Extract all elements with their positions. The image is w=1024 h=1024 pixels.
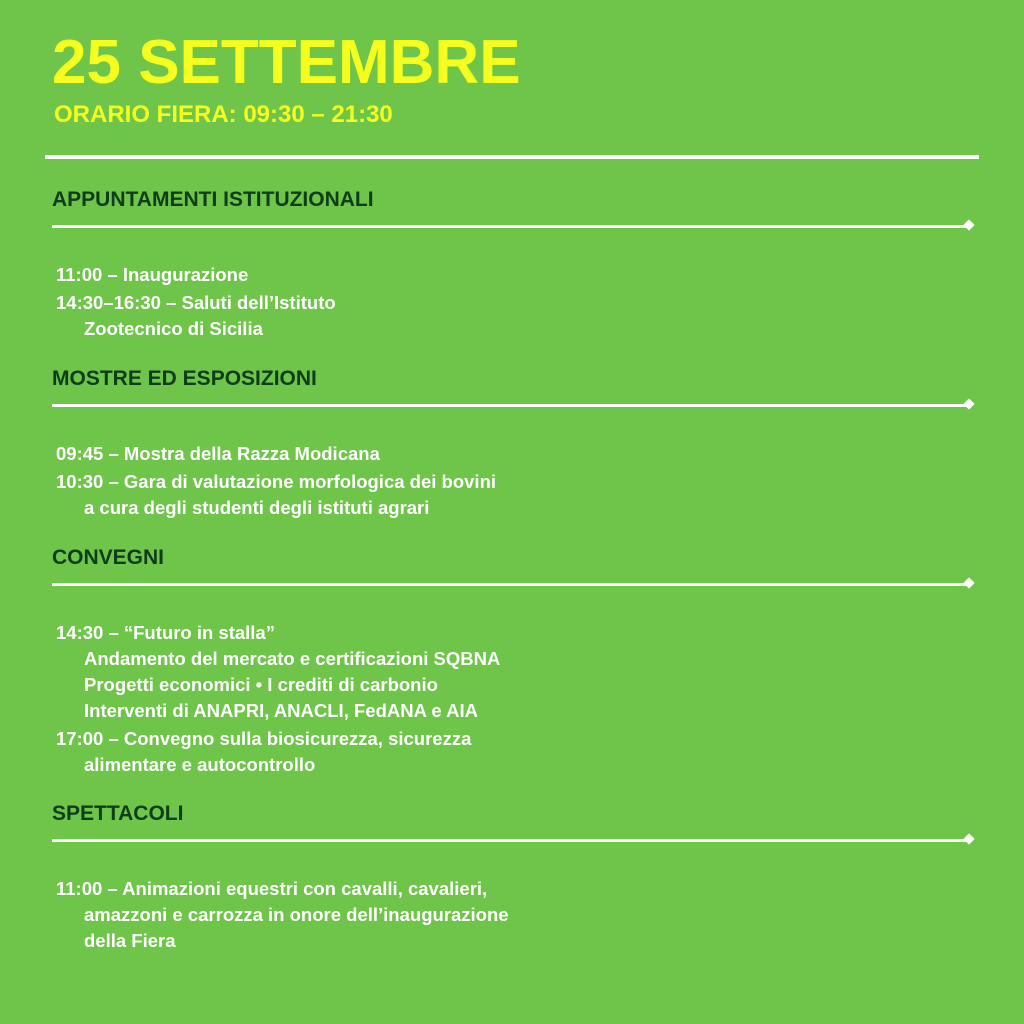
section-title: CONVEGNI: [52, 546, 165, 569]
event-line: Andamento del mercato e certificazioni SQBNA: [84, 648, 501, 669]
diamond-icon: [963, 398, 974, 409]
section-divider: [52, 839, 968, 842]
event-list: [56, 620, 956, 780]
event-item: [56, 441, 956, 467]
diamond-icon: [963, 833, 974, 844]
event-list: [56, 441, 956, 523]
event-line: 09:45 – Mostra della Razza Modicana: [56, 443, 380, 464]
section-title: MOSTRE ED ESPOSIZIONI: [52, 367, 317, 390]
section-title: APPUNTAMENTI ISTITUZIONALI: [52, 188, 374, 211]
event-line: Interventi di ANAPRI, ANACLI, FedANA e AIA: [84, 700, 479, 721]
header-divider: [45, 155, 979, 159]
event-item: [56, 620, 956, 724]
fair-hours: ORARIO FIERA: 09:30 – 21:30: [54, 101, 393, 128]
event-item: [56, 262, 956, 288]
event-line: 17:00 – Convegno sulla biosicurezza, sicurezza: [56, 728, 472, 749]
event-item: [56, 726, 956, 778]
event-line: 14:30–16:30 – Saluti dell’Istituto: [56, 292, 336, 313]
event-item: [56, 469, 956, 521]
event-line: 10:30 – Gara di valutazione morfologica dei bovini: [56, 471, 497, 492]
event-line: della Fiera: [84, 930, 176, 951]
event-line: a cura degli studenti degli istituti agrari: [84, 497, 430, 518]
event-line: amazzoni e carrozza in onore dell’inaugurazione: [84, 904, 509, 925]
section-divider: [52, 583, 968, 586]
event-line: 11:00 – Inaugurazione: [56, 264, 249, 285]
diamond-icon: [963, 219, 974, 230]
section-divider: [52, 225, 968, 228]
event-line: alimentare e autocontrollo: [84, 754, 316, 775]
event-line: Zootecnico di Sicilia: [84, 318, 263, 339]
event-line: Progetti economici • I crediti di carbonio: [84, 674, 438, 695]
section-title: SPETTACOLI: [52, 802, 184, 825]
event-list: [56, 876, 956, 956]
event-list: [56, 262, 956, 344]
page-title: 25 SETTEMBRE: [52, 28, 521, 97]
section-divider: [52, 404, 968, 407]
event-item: [56, 290, 956, 342]
event-item: [56, 876, 956, 954]
event-line: 14:30 – “Futuro in stalla”: [56, 622, 275, 643]
diamond-icon: [963, 577, 974, 588]
event-line: 11:00 – Animazioni equestri con cavalli, cavalieri,: [56, 878, 488, 899]
